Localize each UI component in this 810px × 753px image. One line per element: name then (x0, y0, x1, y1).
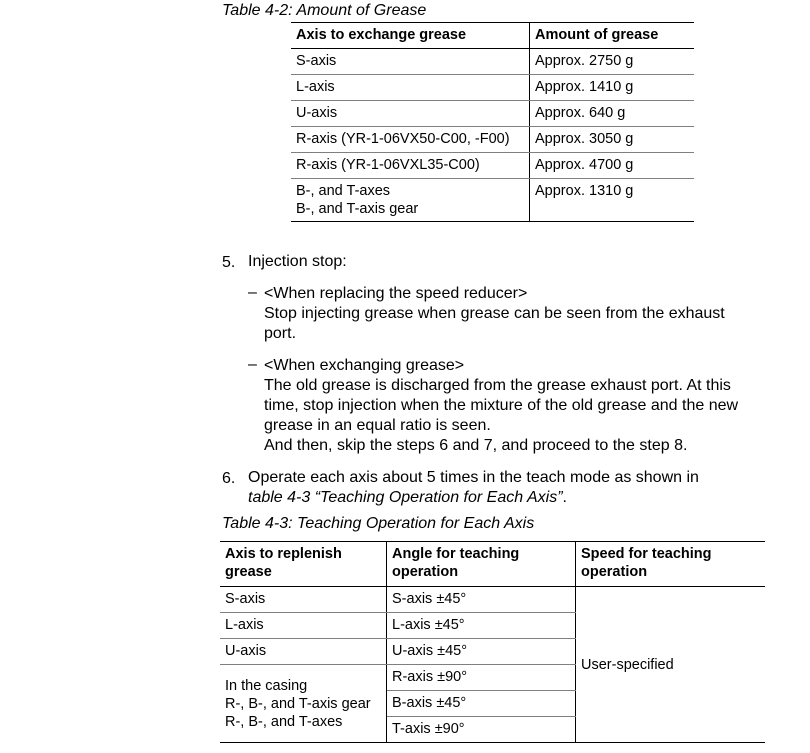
amount-cell: Approx. 640 g (530, 101, 695, 127)
speed-cell: User-specified (576, 587, 766, 743)
casing-cell (220, 665, 387, 743)
dash-marker: – (248, 284, 257, 301)
table-row (220, 587, 765, 613)
angle-cell: U-axis ±45° (387, 639, 576, 665)
text-line: grease in an equal ratio is seen. (264, 417, 491, 434)
table-4-2-caption: Table 4-2: Amount of Grease (222, 2, 427, 19)
table-header-row (220, 542, 765, 587)
table-row (291, 153, 694, 179)
table-header-row (291, 23, 694, 49)
axis-line: B-, and T-axis gear (296, 201, 419, 217)
header-line: operation (392, 564, 459, 580)
step-5-number: 5. (222, 254, 236, 271)
text-line: Operate each axis about 5 times in the teach mode as shown in (248, 469, 699, 486)
text-line: time, stop injection when the mixture of the old grease and the new (264, 397, 739, 414)
axis-cell: S-axis (291, 49, 530, 75)
sentence-end: . (562, 489, 567, 506)
angle-cell: L-axis ±45° (387, 613, 576, 639)
axis-cell: R-axis (YR-1-06VX50-C00, -F00) (291, 127, 530, 153)
text-line: Stop injecting grease when grease can be seen from the exhaust (264, 305, 725, 322)
sub-heading: <When exchanging grease> (264, 357, 465, 374)
amount-cell: Approx. 4700 g (530, 153, 695, 179)
table-row (291, 49, 694, 75)
amount-cell: Approx. 3050 g (530, 127, 695, 153)
text-line (248, 488, 699, 508)
angle-cell: R-axis ±90° (387, 665, 576, 691)
casing-line: R-, B-, and T-axis gear (225, 695, 371, 712)
teaching-operation-table (220, 541, 765, 743)
header-amount: Amount of grease (530, 23, 695, 49)
table-row (291, 101, 694, 127)
header-line: Angle for teaching (392, 546, 520, 562)
angle-cell: B-axis ±45° (387, 691, 576, 717)
casing-line: In the casing (225, 677, 308, 694)
text-line: The old grease is discharged from the grease exhaust port. At this (264, 377, 731, 394)
header-axis: Axis to exchange grease (291, 23, 530, 49)
header-angle (387, 542, 576, 587)
table-row (291, 75, 694, 101)
casing-line: R-, B-, and T-axes (225, 713, 343, 730)
amount-cell: Approx. 1410 g (530, 75, 695, 101)
table-4-3-caption: Table 4-3: Teaching Operation for Each Axis (222, 515, 535, 532)
axis-cell: R-axis (YR-1-06VXL35-C00) (291, 153, 530, 179)
amount-cell: Approx. 1310 g (530, 179, 695, 222)
header-line: grease (225, 564, 272, 580)
axis-cell: L-axis (220, 613, 387, 639)
exchange-instruction (264, 356, 738, 456)
header-line: operation (581, 564, 648, 580)
header-axis-replenish (220, 542, 387, 587)
dash-marker: – (248, 356, 257, 373)
axis-cell: L-axis (291, 75, 530, 101)
angle-cell: S-axis ±45° (387, 587, 576, 613)
grease-amount-table (291, 22, 694, 222)
table-row (291, 179, 694, 222)
header-speed (576, 542, 766, 587)
sub-heading: <When replacing the speed reducer> (264, 285, 528, 302)
axis-cell: U-axis (291, 101, 530, 127)
axis-cell: S-axis (220, 587, 387, 613)
table-row (291, 127, 694, 153)
axis-cell (291, 179, 530, 222)
header-line: Axis to replenish (225, 546, 342, 562)
table-reference: table 4-3 “Teaching Operation for Each Axis” (248, 489, 563, 506)
step-6-number: 6. (222, 470, 236, 487)
amount-cell: Approx. 2750 g (530, 49, 695, 75)
step-6-text (248, 468, 699, 508)
step-5-title: Injection stop: (248, 253, 347, 270)
axis-line: B-, and T-axes (296, 183, 391, 199)
text-line: And then, skip the steps 6 and 7, and proceed to the step 8. (264, 437, 688, 454)
axis-cell: U-axis (220, 639, 387, 665)
header-line: Speed for teaching (581, 546, 712, 562)
text-line: port. (264, 325, 297, 342)
speed-reducer-instruction (264, 284, 725, 344)
angle-cell: T-axis ±90° (387, 717, 576, 743)
